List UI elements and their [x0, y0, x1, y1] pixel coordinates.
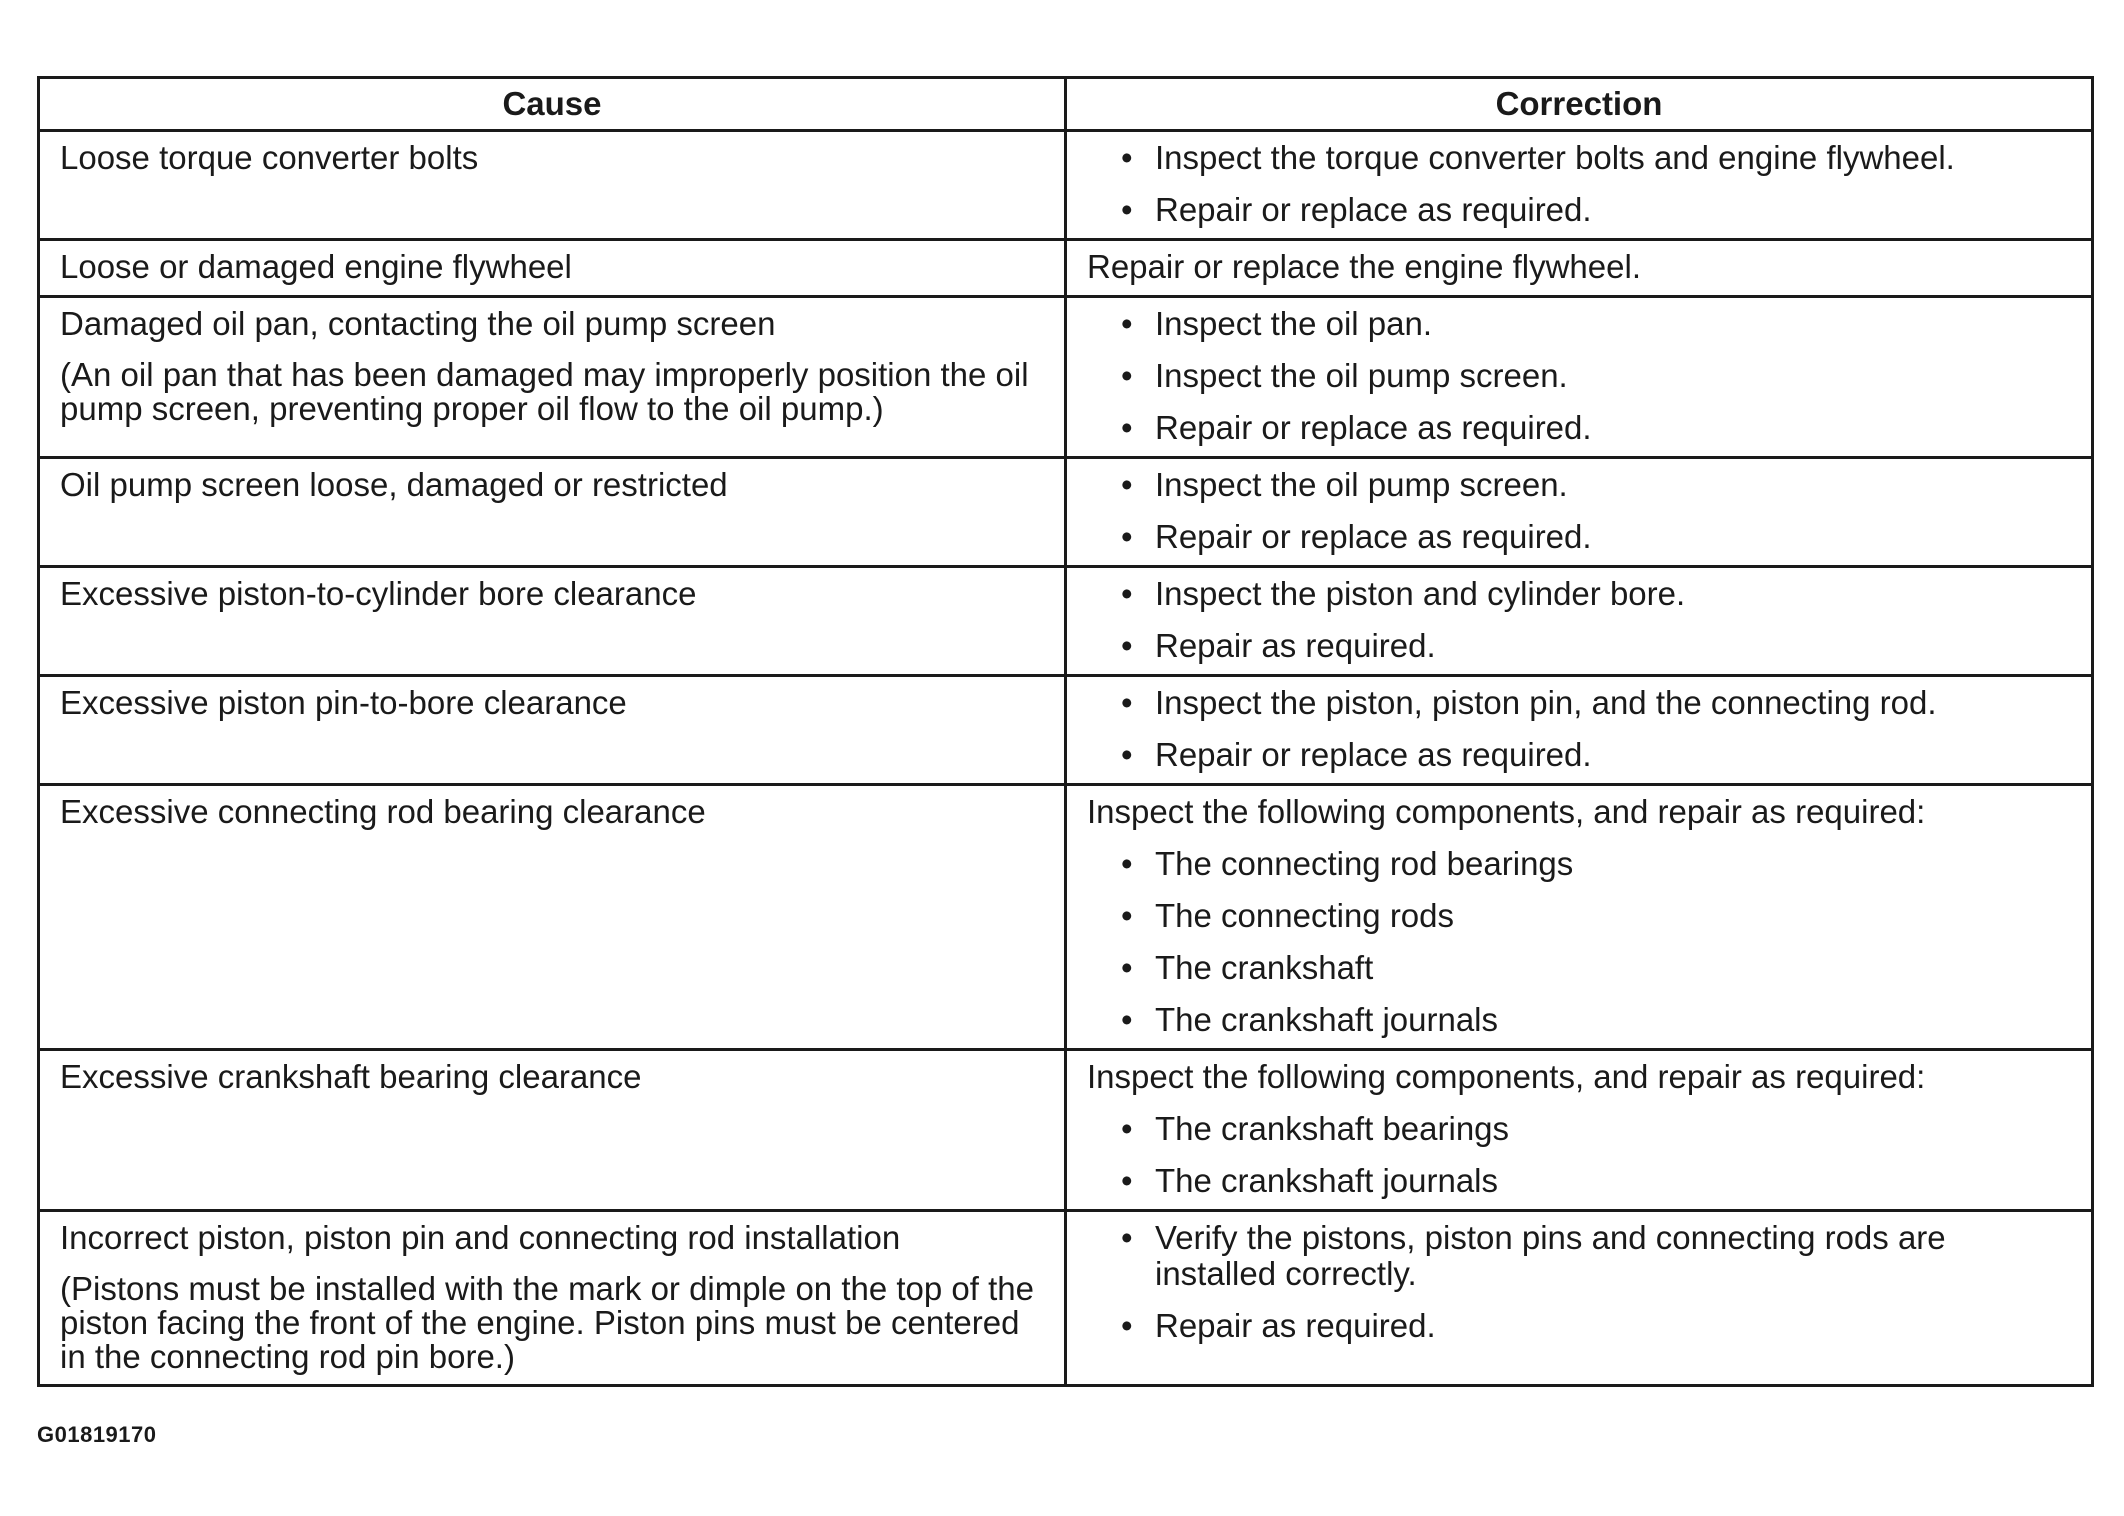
correction-list	[1087, 846, 2071, 1038]
header-cause: Cause	[39, 78, 1066, 131]
list-item: • The crankshaft	[1137, 950, 2071, 986]
list-item: • Repair or replace as required.	[1137, 519, 2071, 555]
correction-list	[1087, 685, 2071, 773]
list-item: • The crankshaft bearings	[1137, 1111, 2071, 1147]
cause-correction-table	[37, 76, 2094, 1387]
correction-cell	[1066, 297, 2093, 458]
cause-cell	[39, 567, 1066, 676]
list-item: • Inspect the oil pump screen.	[1137, 358, 2071, 394]
correction-list	[1087, 140, 2071, 228]
list-item: • Inspect the oil pan.	[1137, 306, 2071, 342]
correction-cell	[1066, 458, 2093, 567]
cause-note: (An oil pan that has been damaged may improperly position the oil pump screen, preventing proper oil flow to the oil pump.)	[60, 356, 1029, 427]
cause-text: Excessive crankshaft bearing clearance	[60, 1058, 642, 1095]
list-item: • Repair or replace as required.	[1137, 192, 2071, 228]
table-row	[39, 567, 2093, 676]
table-row	[39, 458, 2093, 567]
list-item: • The connecting rods	[1137, 898, 2071, 934]
correction-cell	[1066, 1211, 2093, 1386]
list-item: • Inspect the torque converter bolts and engine flywheel.	[1137, 140, 2071, 176]
header-correction: Correction	[1066, 78, 2093, 131]
correction-text: Inspect the following components, and repair as required:	[1087, 1058, 1926, 1095]
cause-cell	[39, 1050, 1066, 1211]
correction-cell	[1066, 240, 2093, 297]
correction-cell	[1066, 567, 2093, 676]
list-item: • Repair as required.	[1137, 628, 2071, 664]
table-row	[39, 676, 2093, 785]
correction-list	[1087, 306, 2071, 446]
cause-text: Incorrect piston, piston pin and connecting rod installation	[60, 1219, 901, 1256]
correction-list	[1087, 467, 2071, 555]
correction-cell	[1066, 1050, 2093, 1211]
correction-text: Inspect the following components, and repair as required:	[1087, 793, 1926, 830]
table-header-row	[39, 78, 2093, 131]
correction-list	[1087, 1220, 2071, 1344]
cause-cell	[39, 458, 1066, 567]
cause-note: (Pistons must be installed with the mark or dimple on the top of the piston facing the front of the engine. Piston pins must be centered in the connecting rod pin bore.)	[60, 1270, 1034, 1375]
list-item: • Repair as required.	[1137, 1308, 2071, 1344]
table-row	[39, 1050, 2093, 1211]
cause-cell	[39, 676, 1066, 785]
correction-list	[1087, 1111, 2071, 1199]
list-item: • Inspect the piston, piston pin, and the connecting rod.	[1137, 685, 2071, 721]
list-item: • The connecting rod bearings	[1137, 846, 2071, 882]
table-row	[39, 1211, 2093, 1386]
table-row	[39, 785, 2093, 1050]
list-item: • Repair or replace as required.	[1137, 410, 2071, 446]
list-item: • The crankshaft journals	[1137, 1163, 2071, 1199]
list-item: • Repair or replace as required.	[1137, 737, 2071, 773]
correction-cell	[1066, 676, 2093, 785]
cause-cell	[39, 240, 1066, 297]
diagnostic-table-container	[37, 76, 2091, 1387]
table-body	[39, 131, 2093, 1386]
cause-cell	[39, 131, 1066, 240]
table-row	[39, 131, 2093, 240]
list-item: • The crankshaft journals	[1137, 1002, 2071, 1038]
cause-text: Loose torque converter bolts	[60, 139, 479, 176]
list-item: • Inspect the piston and cylinder bore.	[1137, 576, 2071, 612]
cause-text: Damaged oil pan, contacting the oil pump screen	[60, 305, 776, 342]
cause-text: Loose or damaged engine flywheel	[60, 248, 572, 285]
correction-cell	[1066, 785, 2093, 1050]
cause-text: Oil pump screen loose, damaged or restricted	[60, 466, 728, 503]
cause-text: Excessive piston-to-cylinder bore clearance	[60, 575, 697, 612]
figure-id: G01819170	[37, 1422, 157, 1447]
correction-cell	[1066, 131, 2093, 240]
cause-cell	[39, 297, 1066, 458]
table-row	[39, 240, 2093, 297]
cause-cell	[39, 1211, 1066, 1386]
list-item: • Inspect the oil pump screen.	[1137, 467, 2071, 503]
cause-text: Excessive connecting rod bearing clearance	[60, 793, 706, 830]
list-item: • Verify the pistons, piston pins and connecting rods are installed correctly.	[1137, 1220, 2071, 1292]
correction-text: Repair or replace the engine flywheel.	[1087, 248, 1641, 285]
correction-list	[1087, 576, 2071, 664]
table-row	[39, 297, 2093, 458]
cause-text: Excessive piston pin-to-bore clearance	[60, 684, 627, 721]
cause-cell	[39, 785, 1066, 1050]
